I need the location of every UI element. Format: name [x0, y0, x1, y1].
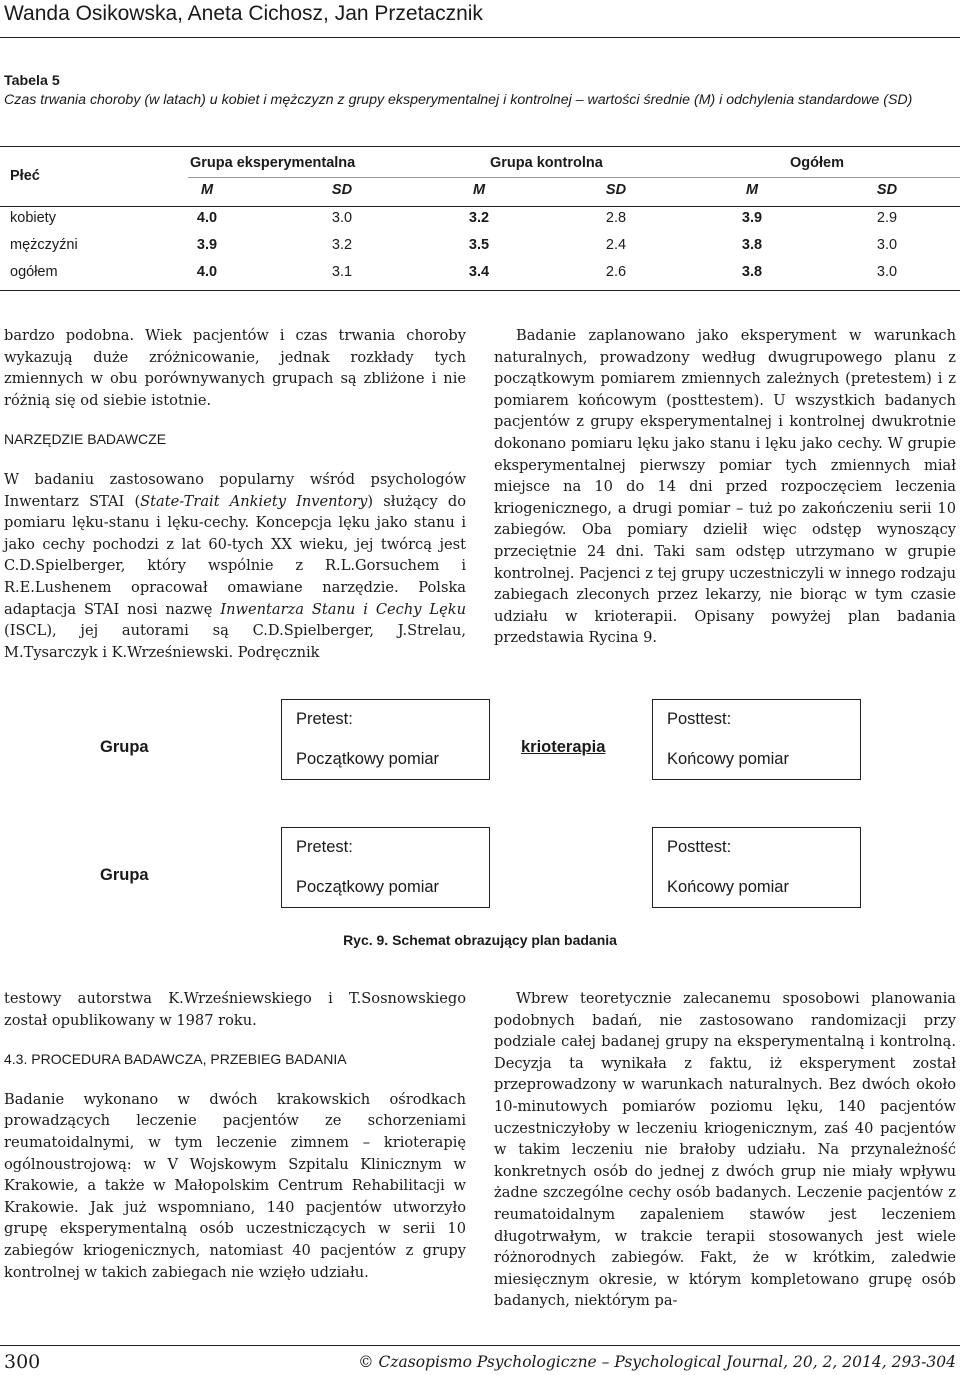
pretest-label: Pretest: — [296, 838, 353, 856]
text-column-top-left — [4, 325, 466, 663]
page-number: 300 — [4, 1351, 41, 1373]
text-column-bottom-left — [4, 988, 466, 1283]
table-subheader-sd: SD — [331, 182, 353, 198]
posttest-text: Końcowy pomiar — [667, 750, 789, 768]
pretest-text: Początkowy pomiar — [296, 878, 440, 896]
pretest-text: Początkowy pomiar — [296, 750, 440, 768]
table-cell: 3.4 — [468, 264, 490, 280]
table-label: Tabela 5 — [4, 73, 60, 89]
table-caption — [4, 72, 944, 110]
paragraph: W badaniu zastosowano popularny wśród psychologów Inwentarz STAI (State-Trait Ankiety Inventory) służący do pomiaru lęku-stanu i lęku-cechy. Koncepcja lęku jako stanu i jako cechy pochodzi z lat 60-tych XX wieku, jej twórcą jest C.D.Spielberger, który wspólnie z R.L.Gorsuchem i R.E.Lushenem opracował omawiane narzędzie. Polska adaptacja STAI nosi nazwę Inwentarza Stanu i Cechy Lęku (ISCL), jej autorami są C.D.Spielberger, J.Strelau, M.Tysarczyk i K.Wrześniewski. Podręcznik — [4, 470, 466, 661]
posttest-text: Końcowy pomiar — [667, 878, 789, 896]
table-bottom-rule — [0, 290, 960, 291]
figure-group-label: Grupa — [100, 738, 149, 756]
header-divider — [0, 37, 960, 38]
posttest-label: Posttest: — [667, 838, 732, 856]
posttest-label: Posttest: — [667, 710, 732, 728]
table-top-rule — [0, 146, 960, 147]
table-cell: 3.1 — [331, 264, 353, 280]
table-cell: 2.8 — [605, 210, 627, 226]
paragraph: Wbrew teoretycznie zalecanemu sposobowi planowania podobnych badań, nie zastosowano randomizacji przy podziale całej badanej grupy na eksperymentalną i kontrolną. Decyzja ta wynikała z faktu, iż eksperyment został przeprowadzony w warunkach naturalnych. Bez dwóch około 10-minutowych pomiarów poziomu lęku, 140 pacjentów uczestniczyłoby w leczeniu kriogenicznym, zaś 40 pacjentów w takim leczeniu nie brałoby udziału. Na przynależność konkretnych osób do jednej z dwóch grup nie miały wpływu żadne szczególne cechy osób badanych. Leczenie pacjentów z reumatoidalnym zapaleniem stawów jest leczeniem długotrwałym, w trakcie terapii stosowanych jest wiele różnorodnych zabiegów. Fakt, że w krótkim, zaledwie miesięcznym okresie, w którym kompletowano grupę osób badanych, niektórym pa- — [494, 990, 956, 1310]
paragraph: testowy autorstwa K.Wrześniewskiego i T.Sosnowskiego został opublikowany w 1987 roku. — [4, 990, 466, 1029]
figure-caption: Ryc. 9. Schemat obrazujący plan badania — [343, 932, 617, 948]
pretest-box — [281, 827, 490, 908]
treatment-label: krioterapia — [521, 738, 606, 756]
table-subheader-m: M — [745, 182, 759, 198]
table-subheader-sd: SD — [876, 182, 898, 198]
table-header-group-experimental: Grupa eksperymentalna — [190, 155, 356, 171]
paragraph: Badanie wykonano w dwóch krakowskich ośrodkach prowadzących leczenie pacjentów ze schorzeniami reumatoidalnymi, w tym leczenie zimnem – krioterapię ogólnoustrojową: w V Wojskowym Szpitalu Klinicznym w Krakowie, a także w Małopolskim Centrum Rehabilitacji w Krakowie. Jak już wspomniano, 140 pacjentów utworzyło grupę eksperymentalną osób uczestniczących w serii 10 zabiegów kriogenicznych, natomiast 40 pacjentów z grupy kontrolnej w takich zabiegach nie wzięło udziału. — [4, 1090, 466, 1281]
pretest-label: Pretest: — [296, 710, 353, 728]
footer-divider — [0, 1345, 960, 1346]
table-cell: 3.2 — [331, 237, 353, 253]
table-subheader-m: M — [472, 182, 486, 198]
table-description: Czas trwania choroby (w latach) u kobiet i mężczyzn z grupy eksperymentalnej i kontrolnej – wartości średnie (M) i odchylenia standardowe (SD) — [4, 92, 913, 108]
section-heading: NARZĘDZIE BADAWCZE — [4, 431, 167, 448]
table-cell: 2.6 — [605, 264, 627, 280]
table-header-bottom-rule — [0, 206, 960, 207]
table-cell: 3.0 — [876, 264, 898, 280]
posttest-box — [652, 827, 861, 908]
table-cell: 2.9 — [876, 210, 898, 226]
pretest-box — [281, 699, 490, 780]
posttest-box — [652, 699, 861, 780]
table-cell: 3.0 — [331, 210, 353, 226]
table-header-mid-rule — [188, 177, 960, 178]
table-cell: 2.4 — [605, 237, 627, 253]
table-row-label: kobiety — [10, 210, 56, 226]
table-row-label: ogółem — [10, 264, 58, 280]
figure-group-label: Grupa — [100, 866, 149, 884]
table-cell: 3.2 — [468, 210, 490, 226]
journal-citation: © Czasopismo Psychologiczne – Psychological Journal, 20, 2, 2014, 293-304 — [358, 1353, 956, 1371]
paragraph: Badanie zaplanowano jako eksperyment w warunkach naturalnych, prowadzony według dwugrupowego planu z początkowym pomiarem zmiennych zależnych (pretestem) i z pomiarem końcowym (posttestem). U wszystkich badanych pacjentów z grupy eksperymentalnej i kontrolnej dwukrotnie dokonano pomiaru lęku jako stanu i lęku jako cechy. W grupie eksperymentalnej pierwszy pomiar tych zmiennych miał miejsce na 10 do 14 dni przed rozpoczęciem leczenia kriogenicznego, a drugi pomiar – tuż po zakończeniu serii 10 zabiegów. Oba pomiary dzielił więc odstęp wynoszący przeciętnie 24 dni. Taki sam odstęp utrzymano w grupie kontrolnej. Pacjenci z tej grupy uczestniczyli w innego rodzaju zabiegach zleconych przez lekarzy, nie biorąc w tym czasie udziału w krioterapii. Opisany powyżej plan badania przedstawia Rycina 9. — [494, 327, 956, 647]
table-cell: 3.9 — [196, 237, 218, 253]
table-header-group-total: Ogółem — [790, 155, 844, 171]
table-cell: 3.8 — [741, 264, 763, 280]
table-cell: 3.8 — [741, 237, 763, 253]
table-row-label: mężczyźni — [10, 237, 78, 253]
table-header-sex: Płeć — [10, 168, 40, 184]
table-cell: 4.0 — [196, 210, 218, 226]
table-header-group-control: Grupa kontrolna — [490, 155, 603, 171]
running-header-authors: Wanda Osikowska, Aneta Cichosz, Jan Przetacznik — [4, 2, 483, 25]
text-column-bottom-right — [494, 988, 956, 1312]
table-subheader-m: M — [200, 182, 214, 198]
table-cell: 3.0 — [876, 237, 898, 253]
table-cell: 3.9 — [741, 210, 763, 226]
table-cell: 4.0 — [196, 264, 218, 280]
text-column-top-right — [494, 325, 956, 649]
paragraph: bardzo podobna. Wiek pacjentów i czas trwania choroby wykazują duże zróżnicowanie, jednak rozkłady tych zmiennych w obu porównywanych grupach są zbliżone i nie różnią się od siebie istotnie. — [4, 327, 466, 409]
section-heading: 4.3. PROCEDURA BADAWCZA, PRZEBIEG BADANIA — [4, 1051, 347, 1068]
table-subheader-sd: SD — [605, 182, 627, 198]
table-cell: 3.5 — [468, 237, 490, 253]
